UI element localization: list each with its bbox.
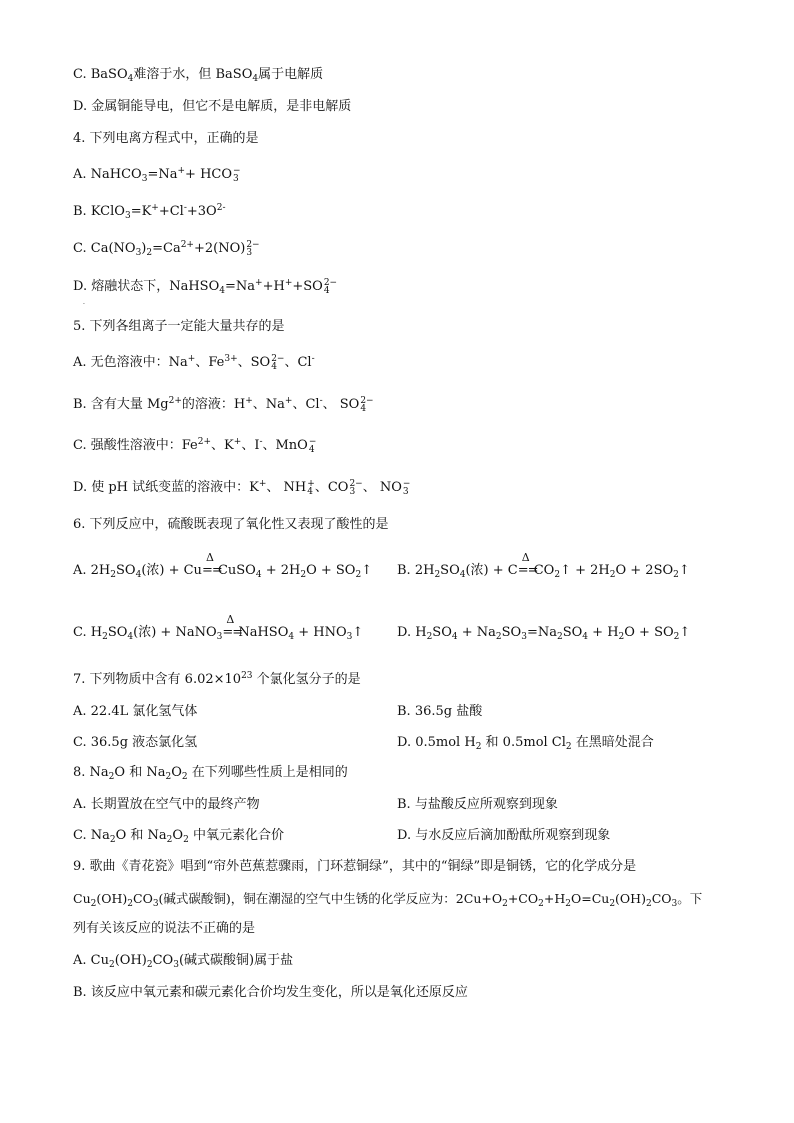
option-8b: B. 与盐酸反应所观察到现象 [397, 797, 558, 812]
ion-script: − 3 [402, 478, 411, 497]
option-4b: B. $KClO_3=K^++Cl^-+3O^{2-}$ [73, 203, 226, 221]
option-7c: C. 36.5g 液态氯化氢 [73, 735, 198, 750]
option-9a: A. $Cu_2(OH)_2CO_3$(碱式碳酸铜)属于盐 [73, 953, 294, 970]
stray-dot: . [83, 299, 85, 306]
ion-script: − 4 [308, 436, 317, 455]
option-3d: D. 金属铜能导电，但它不是电解质，是非电解质 [73, 99, 352, 114]
option-3c: C. BaSO$_4$难溶于水，但 BaSO$_4$属于电解质 [73, 67, 324, 84]
option-7b: B. 36.5g 盐酸 [397, 704, 483, 719]
option-4d: D. 熔融状态下，NaHSO$_4$=Na++H++SO 2− 4 [73, 277, 338, 296]
question-9-line-2: $Cu_2(OH)_2CO_3$(碱式碳酸铜)，铜在潮湿的空气中生锈的化学反应为：$2Cu+O_2+CO_2+H_2O=Cu_2(OH)_2CO_3$。下 [73, 891, 703, 909]
option-6c: C. $H_2SO_4$(浓) + NaNO$_3$ Δ ==NaHSO$_4$ + $HNO_3↑$ [73, 613, 364, 642]
question-9-line-1: 9. 歌曲《青花瓷》唱到“帘外芭蕉惹骤雨，门环惹铜绿”，其中的“铜绿”即是铜锈，它的化学成分是 [73, 859, 637, 874]
question-5: 5. 下列各组离子一定能大量共存的是 [73, 319, 285, 334]
ion-script: 2− 3 [246, 239, 260, 258]
ion-script: + 4 [307, 478, 315, 497]
option-8c: C. $Na_2O$ 和 $Na_2O_2$ 中氧元素化合价 [73, 828, 284, 845]
ion-script: 2− 4 [360, 395, 374, 414]
option-5b: B. 含有大量 $Mg^{2+}$的溶液：H+、Na+、Cl-、 SO 2− 4 [73, 395, 374, 414]
option-9b: B. 该反应中氧元素和碳元素化合价均发生变化，所以是氧化还原反应 [73, 985, 468, 1000]
option-8a: A. 长期置放在空气中的最终产物 [73, 797, 260, 812]
ion-script: 2− 3 [349, 478, 363, 497]
option-4a: A. NaHCO$_3$=Na++ HCO − 3 [73, 165, 241, 184]
option-6b: B. $2H_2SO_4$(浓) + C Δ $==CO_2↑ + 2H_2O$ + $2SO_2↑$ [397, 551, 690, 580]
question-7: 7. 下列物质中含有 $6.02\times 10^{23}$ 个氯化氢分子的是 [73, 671, 361, 687]
option-6d: D. $H_2SO_4 + Na_2SO_3=Na_2SO_4 + H_2O$ + $SO_2↑$ [397, 625, 691, 642]
option-4c: C. $Ca(NO_3)_2=Ca^{2+}+2(NO)$ 2− 3 [73, 239, 260, 258]
option-6a: A. $2H_2SO_4$(浓) + Cu Δ ==CuSO$_4$ + $2H_2O$ + $SO_2↑$ [73, 551, 373, 580]
heat-condition: Δ == [517, 551, 538, 578]
question-9-line-3: 列有关该反应的说法不正确的是 [73, 921, 256, 936]
option-8d: D. 与水反应后滴加酚酞所观察到现象 [397, 828, 611, 843]
option-5a: A. 无色溶液中：Na+、$Fe^{3+}$、SO 2− 4 、Cl- [73, 353, 315, 372]
option-7d: D. 0.5mol $H_2$ 和 0.5mol $Cl_2$ 在黑暗处混合 [397, 735, 654, 752]
question-8: 8. $Na_2O$ 和 $Na_2O_2$ 在下列哪些性质上是相同的 [73, 765, 348, 782]
heat-condition: Δ == [201, 551, 222, 578]
option-5d: D. 使 pH 试纸变蓝的溶液中：K+、 NH + 4 、CO 2− 3 、 NO − 3 [73, 478, 411, 497]
option-5c: C. 强酸性溶液中：$Fe^{2+}$、K+、I-、MnO − 4 [73, 436, 317, 455]
ion-script: − 3 [233, 165, 241, 184]
option-7a: A. 22.4L 氯化氢气体 [73, 704, 198, 719]
heat-condition: Δ == [222, 613, 243, 640]
question-4: 4. 下列电离方程式中，正确的是 [73, 131, 259, 146]
question-6: 6. 下列反应中，硫酸既表现了氧化性又表现了酸性的是 [73, 517, 389, 532]
ion-script: 2− 4 [323, 277, 338, 296]
ion-script: 2− 4 [271, 353, 285, 372]
